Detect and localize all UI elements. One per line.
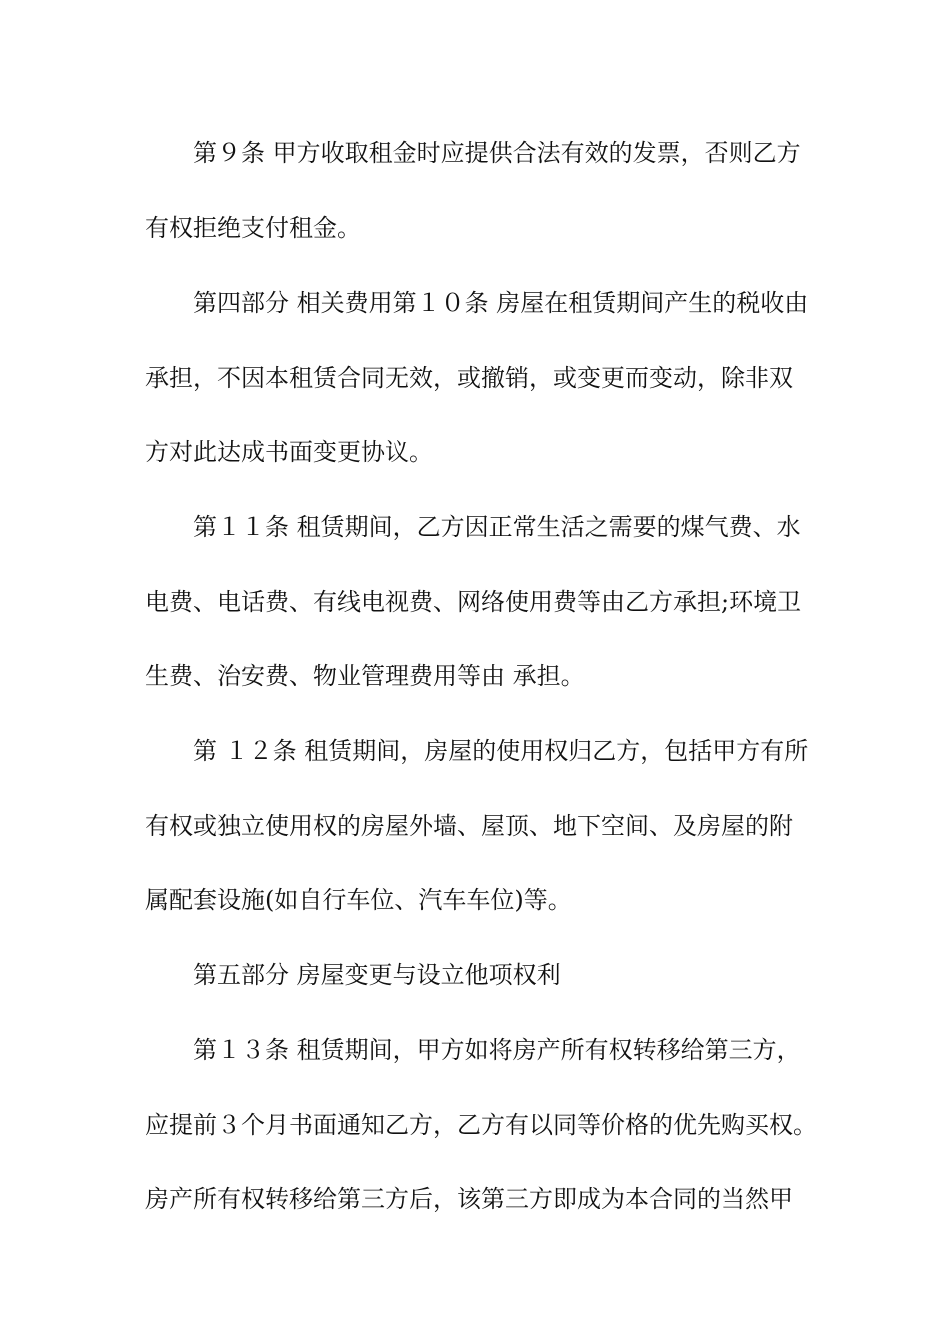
text-line: 电费、电话费、有线电视费、网络使用费等由乙方承担;环境卫 (145, 588, 802, 616)
text-line: 第１１条 租赁期间，乙方因正常生活之需要的煤气费、水 (193, 513, 801, 541)
text-line: 属配套设施(如自行车位、汽车车位)等。 (145, 886, 572, 914)
text-line: 生费、治安费、物业管理费用等由 承担。 (145, 662, 585, 690)
text-line: 第９条 甲方收取租金时应提供合法有效的发票，否则乙方 (193, 139, 801, 167)
text-line: 应提前３个月书面通知乙方，乙方有以同等价格的优先购买权。 (145, 1111, 817, 1139)
text-line: 第四部分 相关费用第１０条 房屋在租赁期间产生的税收由 (193, 289, 809, 317)
text-line: 有权拒绝支付租金。 (145, 214, 361, 242)
text-line: 有权或独立使用权的房屋外墙、屋顶、地下空间、及房屋的附 (145, 812, 793, 840)
section-heading: 第五部分 房屋变更与设立他项权利 (193, 961, 561, 989)
text-line: 第１３条 租赁期间，甲方如将房产所有权转移给第三方， (193, 1036, 801, 1064)
text-line: 承担，不因本租赁合同无效，或撤销，或变更而变动，除非双 (145, 364, 793, 392)
text-line: 方对此达成书面变更协议。 (145, 438, 433, 466)
text-line: 第 １２条 租赁期间，房屋的使用权归乙方，包括甲方有所 (193, 737, 809, 765)
text-line: 房产所有权转移给第三方后，该第三方即成为本合同的当然甲 (145, 1185, 793, 1213)
